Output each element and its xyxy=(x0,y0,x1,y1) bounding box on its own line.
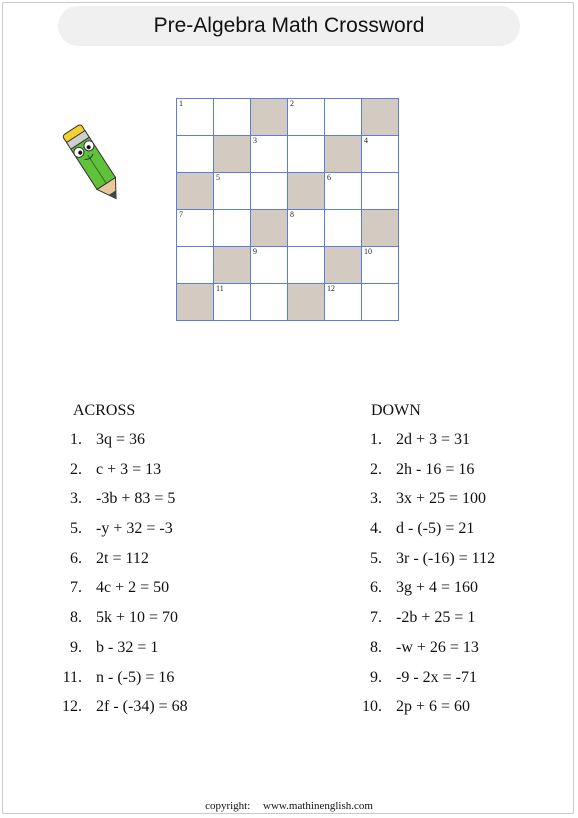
across-clue xyxy=(60,638,290,668)
across-clue xyxy=(60,489,290,519)
crossword-block xyxy=(251,99,288,136)
clue-equation: 3r - (-16) = 112 xyxy=(396,549,496,567)
clue-number: 1. xyxy=(370,431,382,448)
clue-equation: 2d + 3 = 31 xyxy=(396,431,471,448)
clue-number: 7. xyxy=(370,609,382,627)
crossword-block xyxy=(325,247,362,284)
crossword-block xyxy=(177,284,214,321)
cell-number: 6 xyxy=(327,173,331,182)
clue-equation: b - 32 = 1 xyxy=(96,638,159,656)
crossword-cell[interactable] xyxy=(362,284,399,321)
crossword-block xyxy=(214,136,251,173)
cell-number: 7 xyxy=(179,210,183,219)
down-heading: DOWN xyxy=(371,402,421,419)
crossword-block xyxy=(325,136,362,173)
crossword-block xyxy=(362,210,399,247)
clue-equation: d - (-5) = 21 xyxy=(396,520,475,538)
across-clue-list xyxy=(60,430,290,727)
pencil-icon xyxy=(52,108,130,212)
cell-number: 5 xyxy=(216,173,220,182)
crossword-cell[interactable] xyxy=(362,247,399,284)
crossword-grid xyxy=(176,98,399,321)
down-clue xyxy=(360,549,570,579)
clue-number: 7. xyxy=(70,579,82,597)
clue-number: 8. xyxy=(370,638,382,656)
crossword-block xyxy=(214,247,251,284)
clue-equation: -9 - 2x = -71 xyxy=(396,668,478,686)
down-clue xyxy=(360,638,570,668)
crossword-cell[interactable] xyxy=(214,173,251,210)
clue-number: 5. xyxy=(370,549,382,567)
clue-number: 2. xyxy=(70,460,82,478)
clue-equation: 4c + 2 = 50 xyxy=(96,579,170,597)
clue-equation: -y + 32 = -3 xyxy=(96,520,173,538)
across-clue xyxy=(60,460,290,490)
crossword-cell[interactable] xyxy=(362,173,399,210)
clue-equation: n - (-5) = 16 xyxy=(96,668,175,686)
down-clue xyxy=(360,578,570,608)
clue-equation: -w + 26 = 13 xyxy=(396,638,479,656)
down-clue xyxy=(360,519,570,549)
cell-number: 2 xyxy=(290,99,294,108)
crossword-cell[interactable] xyxy=(325,284,362,321)
clue-number: 3. xyxy=(370,490,382,508)
across-clue xyxy=(60,430,290,460)
crossword-cell[interactable] xyxy=(362,136,399,173)
crossword-cell[interactable] xyxy=(177,136,214,173)
crossword-cell[interactable] xyxy=(214,210,251,247)
cell-number: 4 xyxy=(364,136,368,145)
clue-number: 3. xyxy=(70,490,82,508)
crossword-cell[interactable] xyxy=(325,173,362,210)
clue-equation: 3g + 4 = 160 xyxy=(396,579,479,597)
clue-number: 5. xyxy=(70,520,82,538)
page-title: Pre-Algebra Math Crossword xyxy=(58,6,520,46)
clue-equation: 2p + 6 = 60 xyxy=(396,698,471,716)
clue-number: 4. xyxy=(370,520,382,538)
clue-equation: c + 3 = 13 xyxy=(96,460,162,478)
crossword-cell[interactable] xyxy=(251,284,288,321)
cell-number: 3 xyxy=(253,136,257,145)
down-clue xyxy=(360,489,570,519)
clue-equation: -2b + 25 = 1 xyxy=(396,609,476,627)
crossword-block xyxy=(177,173,214,210)
across-clue xyxy=(60,608,290,638)
down-clue-list xyxy=(360,430,570,727)
crossword-cell[interactable] xyxy=(251,136,288,173)
clue-number: 12. xyxy=(62,698,82,716)
clue-equation: 2h - 16 = 16 xyxy=(396,460,475,478)
crossword-block xyxy=(251,210,288,247)
clue-number: 1. xyxy=(70,431,82,448)
crossword-block xyxy=(362,99,399,136)
footer xyxy=(0,800,578,812)
clue-equation: -3b + 83 = 5 xyxy=(96,490,176,508)
down-clue xyxy=(360,430,570,460)
across-clue xyxy=(60,519,290,549)
crossword-block xyxy=(288,284,325,321)
clue-number: 11. xyxy=(62,668,82,686)
crossword-cell[interactable] xyxy=(177,99,214,136)
cell-number: 9 xyxy=(253,247,257,256)
down-clue xyxy=(360,608,570,638)
crossword-cell[interactable] xyxy=(214,99,251,136)
clue-equation: 2f - (-34) = 68 xyxy=(96,698,188,716)
website-link[interactable]: www.mathinenglish.com xyxy=(263,800,373,812)
clue-number: 9. xyxy=(70,638,82,656)
clue-equation: 3q = 36 xyxy=(96,431,146,448)
crossword-cell[interactable] xyxy=(288,99,325,136)
clue-number: 2. xyxy=(370,460,382,478)
across-clue xyxy=(60,578,290,608)
across-clue xyxy=(60,697,290,727)
cell-number: 11 xyxy=(216,284,224,293)
crossword-cell[interactable] xyxy=(177,210,214,247)
crossword-cell[interactable] xyxy=(177,247,214,284)
across-heading: ACROSS xyxy=(73,402,136,419)
crossword-cell[interactable] xyxy=(288,247,325,284)
across-clue xyxy=(60,668,290,698)
clue-number: 8. xyxy=(70,609,82,627)
clue-number: 6. xyxy=(70,549,82,567)
copyright-label: copyright: xyxy=(205,800,251,812)
cell-number: 10 xyxy=(364,247,372,256)
cell-number: 1 xyxy=(179,99,183,108)
clue-number: 6. xyxy=(370,579,382,597)
crossword-cell[interactable] xyxy=(288,136,325,173)
crossword-cell[interactable] xyxy=(251,247,288,284)
crossword-cell[interactable] xyxy=(214,284,251,321)
across-clue xyxy=(60,549,290,579)
crossword-block xyxy=(288,173,325,210)
down-clue xyxy=(360,668,570,698)
clue-equation: 3x + 25 = 100 xyxy=(396,490,487,508)
crossword-cell[interactable] xyxy=(325,99,362,136)
clue-equation: 5k + 10 = 70 xyxy=(96,609,179,627)
down-clue xyxy=(360,697,570,727)
cell-number: 12 xyxy=(327,284,335,293)
clue-number: 9. xyxy=(370,668,382,686)
crossword-cell[interactable] xyxy=(251,173,288,210)
down-clue xyxy=(360,460,570,490)
cell-number: 8 xyxy=(290,210,294,219)
crossword-cell[interactable] xyxy=(325,210,362,247)
clue-equation: 2t = 112 xyxy=(96,549,149,567)
crossword-cell[interactable] xyxy=(288,210,325,247)
clue-number: 10. xyxy=(362,698,382,716)
